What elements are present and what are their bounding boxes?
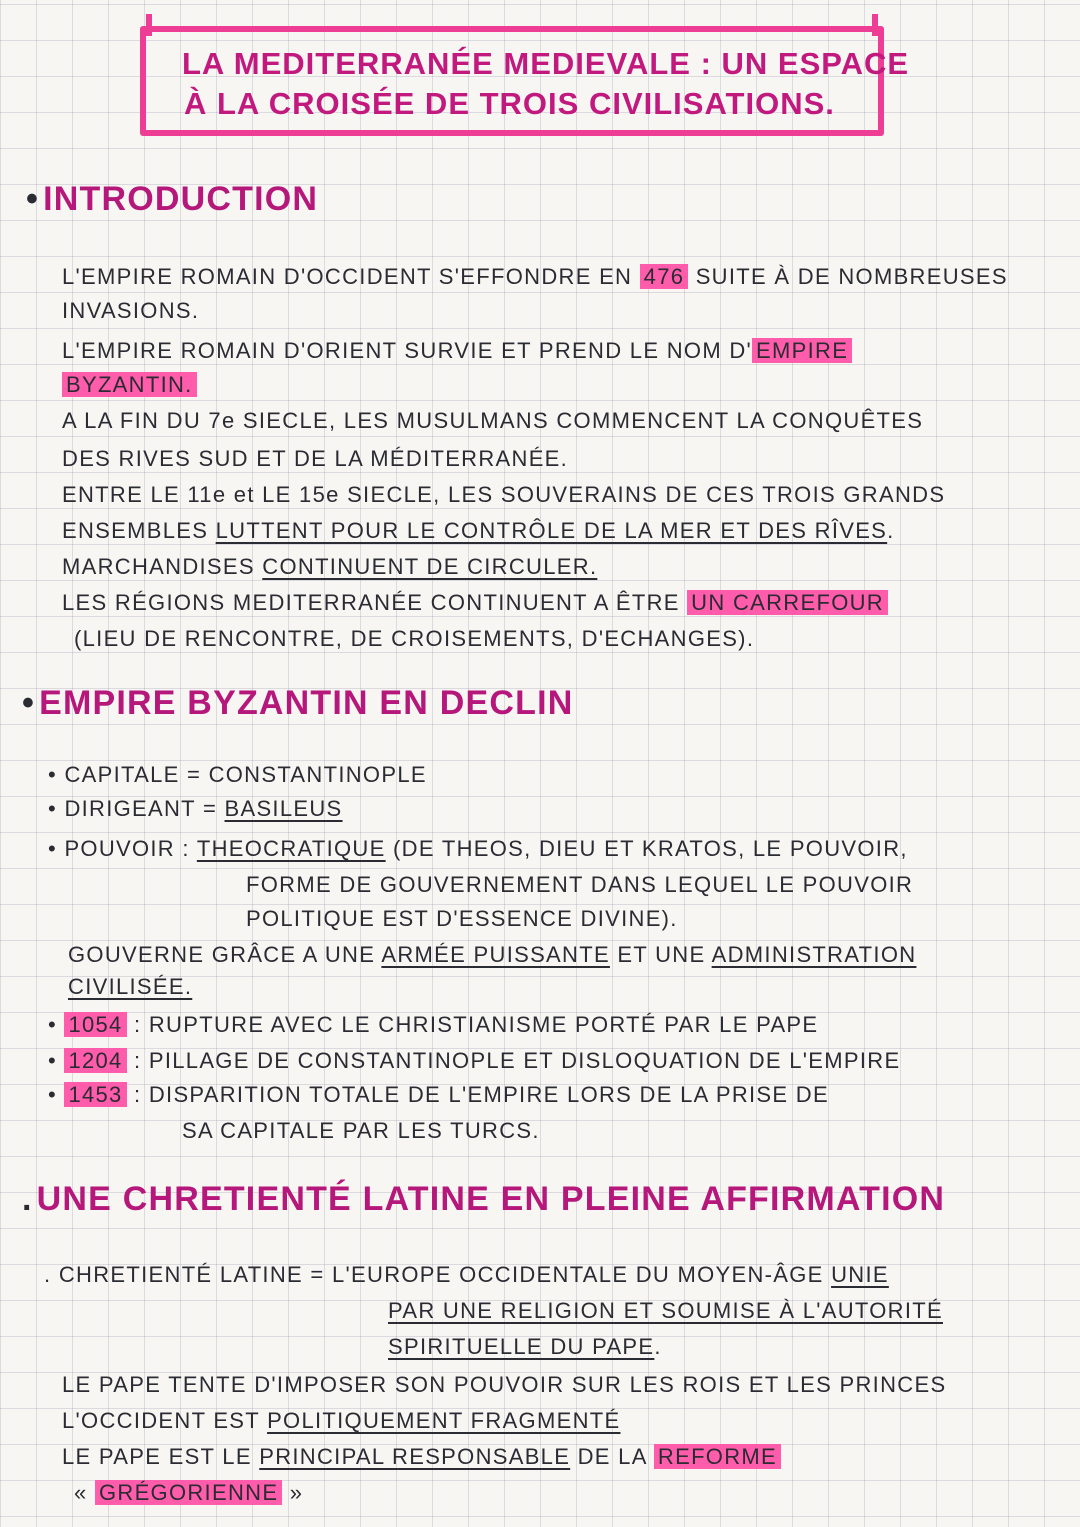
- bullet-icon: .: [44, 1262, 52, 1287]
- underlined-text: PRINCIPAL RESPONSABLE: [259, 1444, 571, 1469]
- date-separator: :: [134, 1048, 142, 1073]
- power-definition: POLITIQUE EST D'ESSENCE DIVINE).: [246, 906, 678, 931]
- intro-line: [62, 370, 197, 400]
- underlined-text: ARMÉE PUISSANTE: [381, 942, 610, 967]
- date-item: [48, 1046, 900, 1076]
- highlight-term: UN CARREFOUR: [687, 590, 888, 615]
- intro-text: INVASIONS.: [62, 298, 200, 323]
- intro-text: A LA FIN DU 7e SIECLE, LES MUSULMANS COMMENCENT LA CONQUÊTES: [62, 408, 924, 433]
- bullet-icon: .: [22, 1180, 33, 1218]
- intro-text: (LIEU DE RENCONTRE, DE CROISEMENTS, D'ECHANGES).: [74, 626, 755, 651]
- latin-text: L'OCCIDENT EST: [62, 1408, 260, 1433]
- intro-line: [62, 588, 888, 618]
- intro-line: [62, 262, 1008, 292]
- bullet-icon: •: [26, 180, 40, 218]
- power-line: [48, 834, 908, 864]
- intro-line: [74, 624, 754, 654]
- government-line: [68, 972, 192, 1002]
- ruler-line: [48, 794, 343, 824]
- government-line: [68, 940, 916, 970]
- power-definition: FORME DE GOUVERNEMENT DANS LEQUEL LE POUVOIR: [246, 872, 914, 897]
- capital-value: CONSTANTINOPLE: [208, 762, 427, 787]
- capital-line: [48, 760, 427, 790]
- underlined-text: POLITIQUEMENT FRAGMENTÉ: [267, 1408, 621, 1433]
- underlined-text: LUTTENT POUR LE CONTRÔLE DE LA MER ET DES RÎVES: [215, 518, 888, 543]
- date-text: RUPTURE AVEC LE CHRISTIANISME PORTÉ PAR LE PAPE: [148, 1012, 819, 1037]
- title-box-tick: [146, 14, 152, 36]
- highlight-term: EMPIRE: [752, 338, 852, 363]
- highlight-term: GRÉGORIENNE: [95, 1480, 282, 1505]
- date-item: [48, 1080, 829, 1110]
- definition-text: .: [654, 1334, 662, 1359]
- latin-text: LE PAPE TENTE D'IMPOSER SON POUVOIR SUR LES ROIS ET LES PRINCES: [62, 1372, 947, 1397]
- power-line: [246, 904, 678, 934]
- byzantine-heading-text: EMPIRE BYZANTIN EN DECLIN: [39, 684, 574, 722]
- bullet-icon: •: [48, 762, 58, 787]
- definition-text: L'EUROPE OCCIDENTALE DU MOYEN-ÂGE: [332, 1262, 824, 1287]
- intro-text: MARCHANDISES: [62, 554, 255, 579]
- byzantine-heading: [22, 684, 573, 723]
- title-box: [140, 26, 910, 136]
- date-text: DISPARITION TOTALE DE L'EMPIRE LORS DE LA PRISE DE: [148, 1082, 829, 1107]
- intro-line: [62, 336, 852, 366]
- highlight-year: 476: [640, 264, 689, 289]
- underlined-text: SPIRITUELLE DU PAPE: [388, 1334, 655, 1359]
- intro-line: [62, 444, 568, 474]
- date-text: SA CAPITALE PAR LES TURCS.: [182, 1118, 540, 1143]
- bullet-icon: •: [48, 836, 58, 861]
- bullet-icon: •: [22, 684, 36, 722]
- power-line: [246, 870, 913, 900]
- latin-heading-text: UNE CHRETIENTÉ LATINE EN PLEINE AFFIRMATION: [36, 1180, 946, 1218]
- latin-line: [62, 1370, 946, 1400]
- title-line-1: LA MEDITERRANÉE MEDIEVALE : UN ESPACE: [182, 46, 910, 81]
- quote-mark: «: [74, 1480, 88, 1505]
- latin-text: DE LA: [577, 1444, 647, 1469]
- definition-line: [388, 1332, 662, 1362]
- underlined-text: CIVILISÉE.: [68, 974, 193, 999]
- ruler-value: BASILEUS: [224, 796, 343, 821]
- intro-text: L'EMPIRE ROMAIN D'OCCIDENT S'EFFONDRE EN: [62, 264, 633, 289]
- latin-heading: [22, 1180, 945, 1219]
- power-definition: (DE THEOS, DIEU ET KRATOS, LE POUVOIR,: [393, 836, 908, 861]
- underlined-text: ADMINISTRATION: [711, 942, 917, 967]
- date-separator: :: [134, 1082, 142, 1107]
- government-text: ET UNE: [617, 942, 706, 967]
- power-label: POUVOIR :: [64, 836, 190, 861]
- highlight-year: 1054: [64, 1012, 126, 1037]
- intro-line: [62, 296, 199, 326]
- intro-line: [62, 552, 597, 582]
- bullet-icon: •: [48, 1082, 58, 1107]
- latin-line: [74, 1478, 303, 1508]
- intro-text: LES RÉGIONS MEDITERRANÉE CONTINUENT A ÊTRE: [62, 590, 680, 615]
- definition-label: CHRETIENTÉ LATINE =: [58, 1262, 325, 1287]
- bullet-icon: •: [48, 1012, 58, 1037]
- latin-line: [62, 1442, 781, 1472]
- date-item: [48, 1010, 818, 1040]
- intro-line: [62, 406, 923, 436]
- intro-line: [62, 516, 895, 546]
- ruler-label: DIRIGEANT =: [64, 796, 218, 821]
- intro-text: ENTRE LE 11e et LE 15e SIECLE, LES SOUVERAINS DE CES TROIS GRANDS: [62, 482, 946, 507]
- underlined-text: CONTINUENT DE CIRCULER.: [262, 554, 598, 579]
- highlight-year: 1453: [64, 1082, 126, 1107]
- intro-heading-text: INTRODUCTION: [43, 180, 319, 218]
- intro-text: SUITE À DE NOMBREUSES: [695, 264, 1008, 289]
- latin-text: LE PAPE EST LE: [62, 1444, 252, 1469]
- underlined-text: PAR UNE RELIGION ET SOUMISE À L'AUTORITÉ: [388, 1298, 943, 1323]
- intro-heading: [26, 180, 318, 219]
- bullet-icon: •: [48, 1048, 58, 1073]
- underlined-text: UNIE: [831, 1262, 889, 1287]
- title-line-2: À LA CROISÉE DE TROIS CIVILISATIONS.: [184, 86, 835, 121]
- definition-line: [44, 1260, 889, 1290]
- intro-line: [62, 480, 945, 510]
- highlight-term: BYZANTIN.: [62, 372, 197, 397]
- definition-line: [388, 1296, 943, 1326]
- intro-text: DES RIVES SUD ET DE LA MÉDITERRANÉE.: [62, 446, 569, 471]
- bullet-icon: •: [48, 796, 58, 821]
- capital-label: CAPITALE =: [64, 762, 202, 787]
- intro-text: ENSEMBLES: [62, 518, 209, 543]
- government-text: GOUVERNE GRÂCE A UNE: [68, 942, 376, 967]
- date-item: [182, 1116, 540, 1146]
- latin-line: [62, 1406, 620, 1436]
- intro-text: L'EMPIRE ROMAIN D'ORIENT SURVIE ET PREND LE NOM D': [62, 338, 753, 363]
- highlight-year: 1204: [64, 1048, 126, 1073]
- date-separator: :: [134, 1012, 142, 1037]
- title-box-tick: [872, 14, 878, 36]
- intro-text: .: [887, 518, 895, 543]
- power-value: THEOCRATIQUE: [196, 836, 386, 861]
- date-text: PILLAGE DE CONSTANTINOPLE ET DISLOQUATION DE L'EMPIRE: [148, 1048, 901, 1073]
- quote-mark: »: [289, 1480, 304, 1505]
- highlight-term: REFORME: [654, 1444, 781, 1469]
